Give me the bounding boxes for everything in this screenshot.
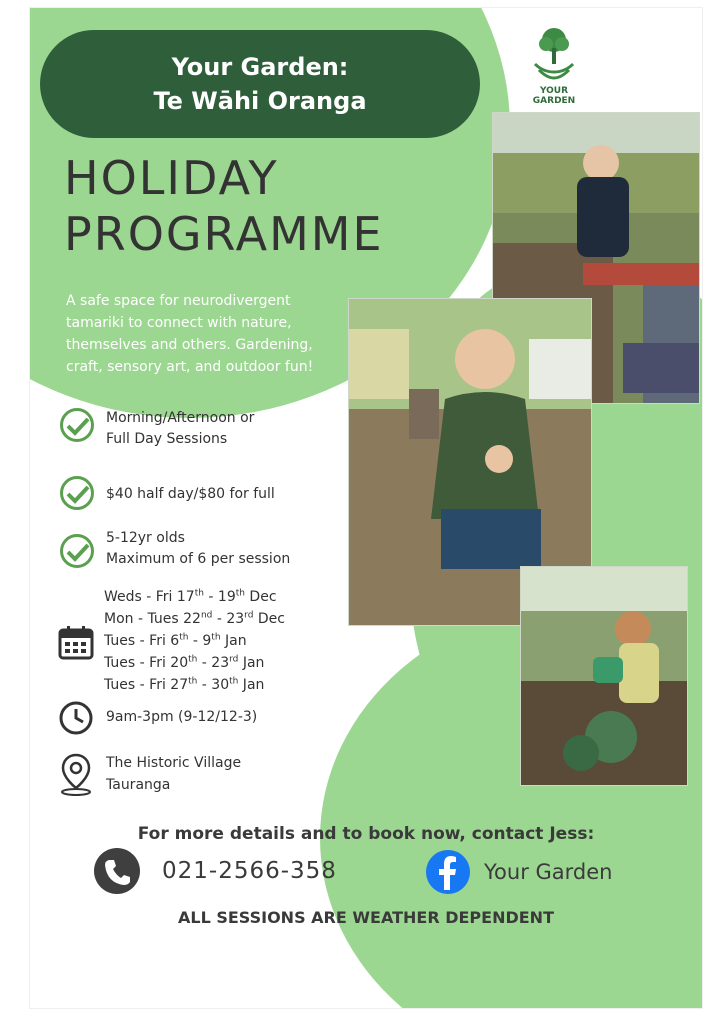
date-row: Mon - Tues 22nd - 23rd Dec: [104, 610, 285, 627]
logo-text-line-1: YOUR: [539, 86, 569, 96]
location-pin-icon: [58, 752, 94, 796]
phone-number[interactable]: 021-2566-358: [162, 858, 337, 884]
heading-line-2: PROGRAMME: [64, 207, 384, 261]
contact-heading: For more details and to book now, contact Jess:: [137, 824, 595, 844]
feature-price-line-1: $40 half day/$80 for full: [106, 486, 275, 502]
weather-notice: ALL SESSIONS ARE WEATHER DEPENDENT: [178, 908, 554, 927]
session-dates: [58, 586, 285, 696]
flyer: [30, 8, 702, 1008]
check-circle-icon: [60, 408, 94, 442]
location-line-1: The Historic Village: [106, 755, 242, 771]
feature-sessions-line-1: Morning/Afternoon or: [106, 410, 255, 426]
session-time: [58, 700, 257, 736]
feature-ages-line-2: Maximum of 6 per session: [106, 551, 291, 567]
check-circle-icon: [60, 476, 94, 510]
location-line-2: Tauranga: [106, 777, 171, 793]
facebook-contact[interactable]: [426, 850, 612, 894]
heading-line-1: HOLIDAY: [64, 151, 279, 205]
feature-sessions: [60, 408, 254, 450]
logo-text-line-2: GARDEN: [532, 96, 576, 106]
photo-girl-watering: [520, 566, 688, 786]
date-row: Tues - Fri 6th - 9th Jan: [104, 632, 247, 649]
date-row: Weds - Fri 17th - 19th Dec: [104, 588, 277, 605]
feature-ages-line-1: 5-12yr olds: [106, 530, 185, 546]
clock-icon: [58, 700, 94, 736]
intro-text: A safe space for neurodivergent tamariki to connect with nature, themselves and others. Gardening, craft, sensory art, and outdoor fun!: [66, 293, 314, 375]
feature-price: [60, 476, 275, 510]
time-text: 9am-3pm (9-12/12-3): [106, 709, 258, 725]
date-row: Tues - Fri 20th - 23rd Jan: [104, 654, 265, 671]
feature-ages: [60, 528, 290, 570]
facebook-page-name[interactable]: Your Garden: [484, 860, 613, 884]
facebook-icon: [426, 850, 470, 894]
phone-icon: [94, 848, 140, 894]
calendar-icon: [58, 624, 94, 660]
title-banner: [40, 30, 480, 138]
programme-heading: [64, 150, 384, 262]
title-line-1: Your Garden:: [171, 53, 349, 81]
session-location: [58, 752, 241, 796]
date-row: Tues - Fri 27th - 30th Jan: [104, 676, 265, 693]
check-circle-icon: [60, 534, 94, 568]
tree-hands-icon: [531, 26, 577, 82]
title-line-2: Te Wāhi Oranga: [153, 87, 367, 115]
phone-contact[interactable]: [94, 848, 337, 894]
feature-sessions-line-2: Full Day Sessions: [106, 431, 228, 447]
your-garden-logo: [524, 26, 584, 106]
